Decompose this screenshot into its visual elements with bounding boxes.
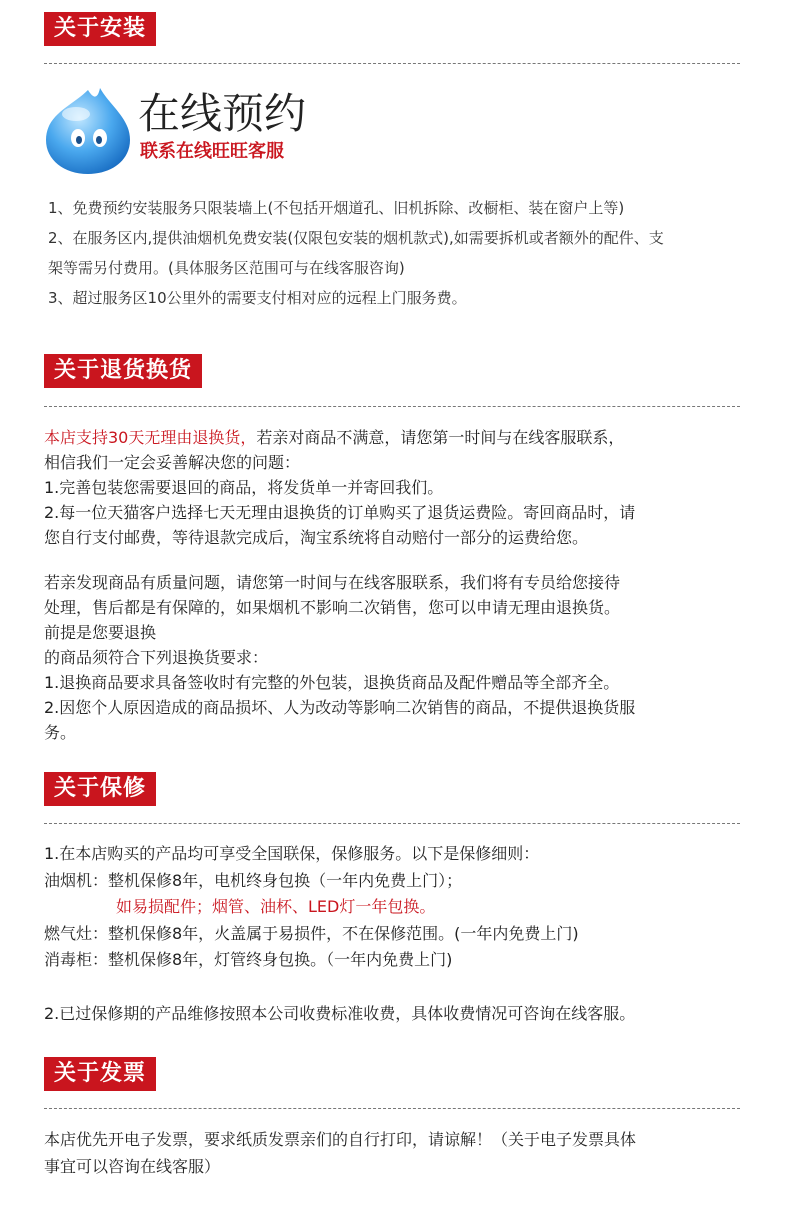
returns-line: 相信我们一定会妥善解决您的问题： (44, 453, 301, 472)
invoice-policy (44, 1126, 750, 1180)
install-term: 3、超过服务区10公里外的需要支付相对应的远程上门服务费。 (48, 289, 467, 307)
booking-subtitle: 联系在线旺旺客服 (140, 141, 284, 162)
section-title-install: 关于安装 (44, 12, 156, 46)
divider (44, 823, 740, 824)
returns-line: 1.完善包装您需要退回的商品，将发货单一并寄回我们。 (44, 478, 444, 497)
divider (44, 1108, 740, 1109)
install-term: 2、在服务区内,提供油烟机免费安装(仅限包安装的烟机款式),如需要拆机或者额外的配件、支 (48, 229, 664, 247)
spacer (44, 974, 750, 1001)
invoice-line: 本店优先开电子发票，要求纸质发票亲们的自行打印，请谅解！（关于电子发票具体 (44, 1130, 637, 1149)
returns-intro-text: 若亲对商品不满意，请您第一时间与在线客服联系， (256, 428, 625, 447)
section-title-warranty: 关于保修 (44, 772, 156, 806)
warranty-line: 1.在本店购买的产品均可享受全国联保，保修服务。以下是保修细则： (44, 844, 540, 863)
returns-line: 您自行支付邮费，等待退款完成后，淘宝系统将自动赔付一部分的运费给您。 (44, 528, 589, 547)
warranty-sterilizer: 消毒柜：整机保修8年，灯管终身包换。（一年内免费上门) (44, 950, 453, 969)
returns-line: 务。 (44, 723, 77, 742)
install-terms (48, 193, 754, 313)
returns-line: 的商品须符合下列退换货要求： (44, 648, 269, 667)
divider (44, 63, 740, 64)
install-term: 1、免费预约安装服务只限装墙上(不包括开烟道孔、旧机拆除、改橱柜、装在窗户上等) (48, 199, 625, 217)
returns-line: 若亲发现商品有质量问题，请您第一时间与在线客服联系，我们将有专员给您接待 (44, 573, 621, 592)
warranty-hood-parts: 如易损配件；烟管、油杯、LED灯一年包换。 (116, 897, 436, 916)
warranty-hood: 油烟机：整机保修8年，电机终身包换（一年内免费上门）； (44, 870, 463, 890)
invoice-line: 事宜可以咨询在线客服） (44, 1157, 221, 1176)
returns-line: 处理，售后都是有保障的，如果烟机不影响二次销售，您可以申请无理由退换货。 (44, 598, 621, 617)
returns-line: 1.退换商品要求具备签收时有完整的外包装，退换货商品及配件赠品等全部齐全。 (44, 673, 620, 692)
warranty-line: 2.已过保修期的产品维修按照本公司收费标准收费，具体收费情况可咨询在线客服。 (44, 1003, 636, 1023)
wangwang-chat-icon (42, 84, 134, 176)
booking-title: 在线预约 (138, 89, 307, 138)
returns-line: 2.因您个人原因造成的商品损坏、人为改动等影响二次销售的商品，不提供退换货服 (44, 698, 636, 717)
section-title-returns: 关于退货换货 (44, 354, 202, 388)
divider (44, 406, 740, 407)
warranty-stove: 燃气灶：整机保修8年，火盖属于易损件，不在保修范围。(一年内免费上门) (44, 923, 579, 943)
returns-line: 前提是您要退换 (44, 623, 157, 642)
section-title-invoice: 关于发票 (44, 1057, 156, 1091)
returns-line: 2.每一位天猫客户选择七天无理由退换货的订单购买了退货运费险。寄回商品时，请 (44, 503, 636, 522)
online-booking-link[interactable] (42, 84, 342, 174)
returns-intro (44, 425, 750, 450)
returns-policy (44, 425, 750, 745)
returns-highlight: 本店支持30天无理由退换货， (44, 428, 257, 447)
install-term: 架等需另付费用。(具体服务区范围可与在线客服咨询) (48, 259, 405, 277)
spacer (44, 550, 750, 570)
warranty-policy (44, 841, 750, 1027)
